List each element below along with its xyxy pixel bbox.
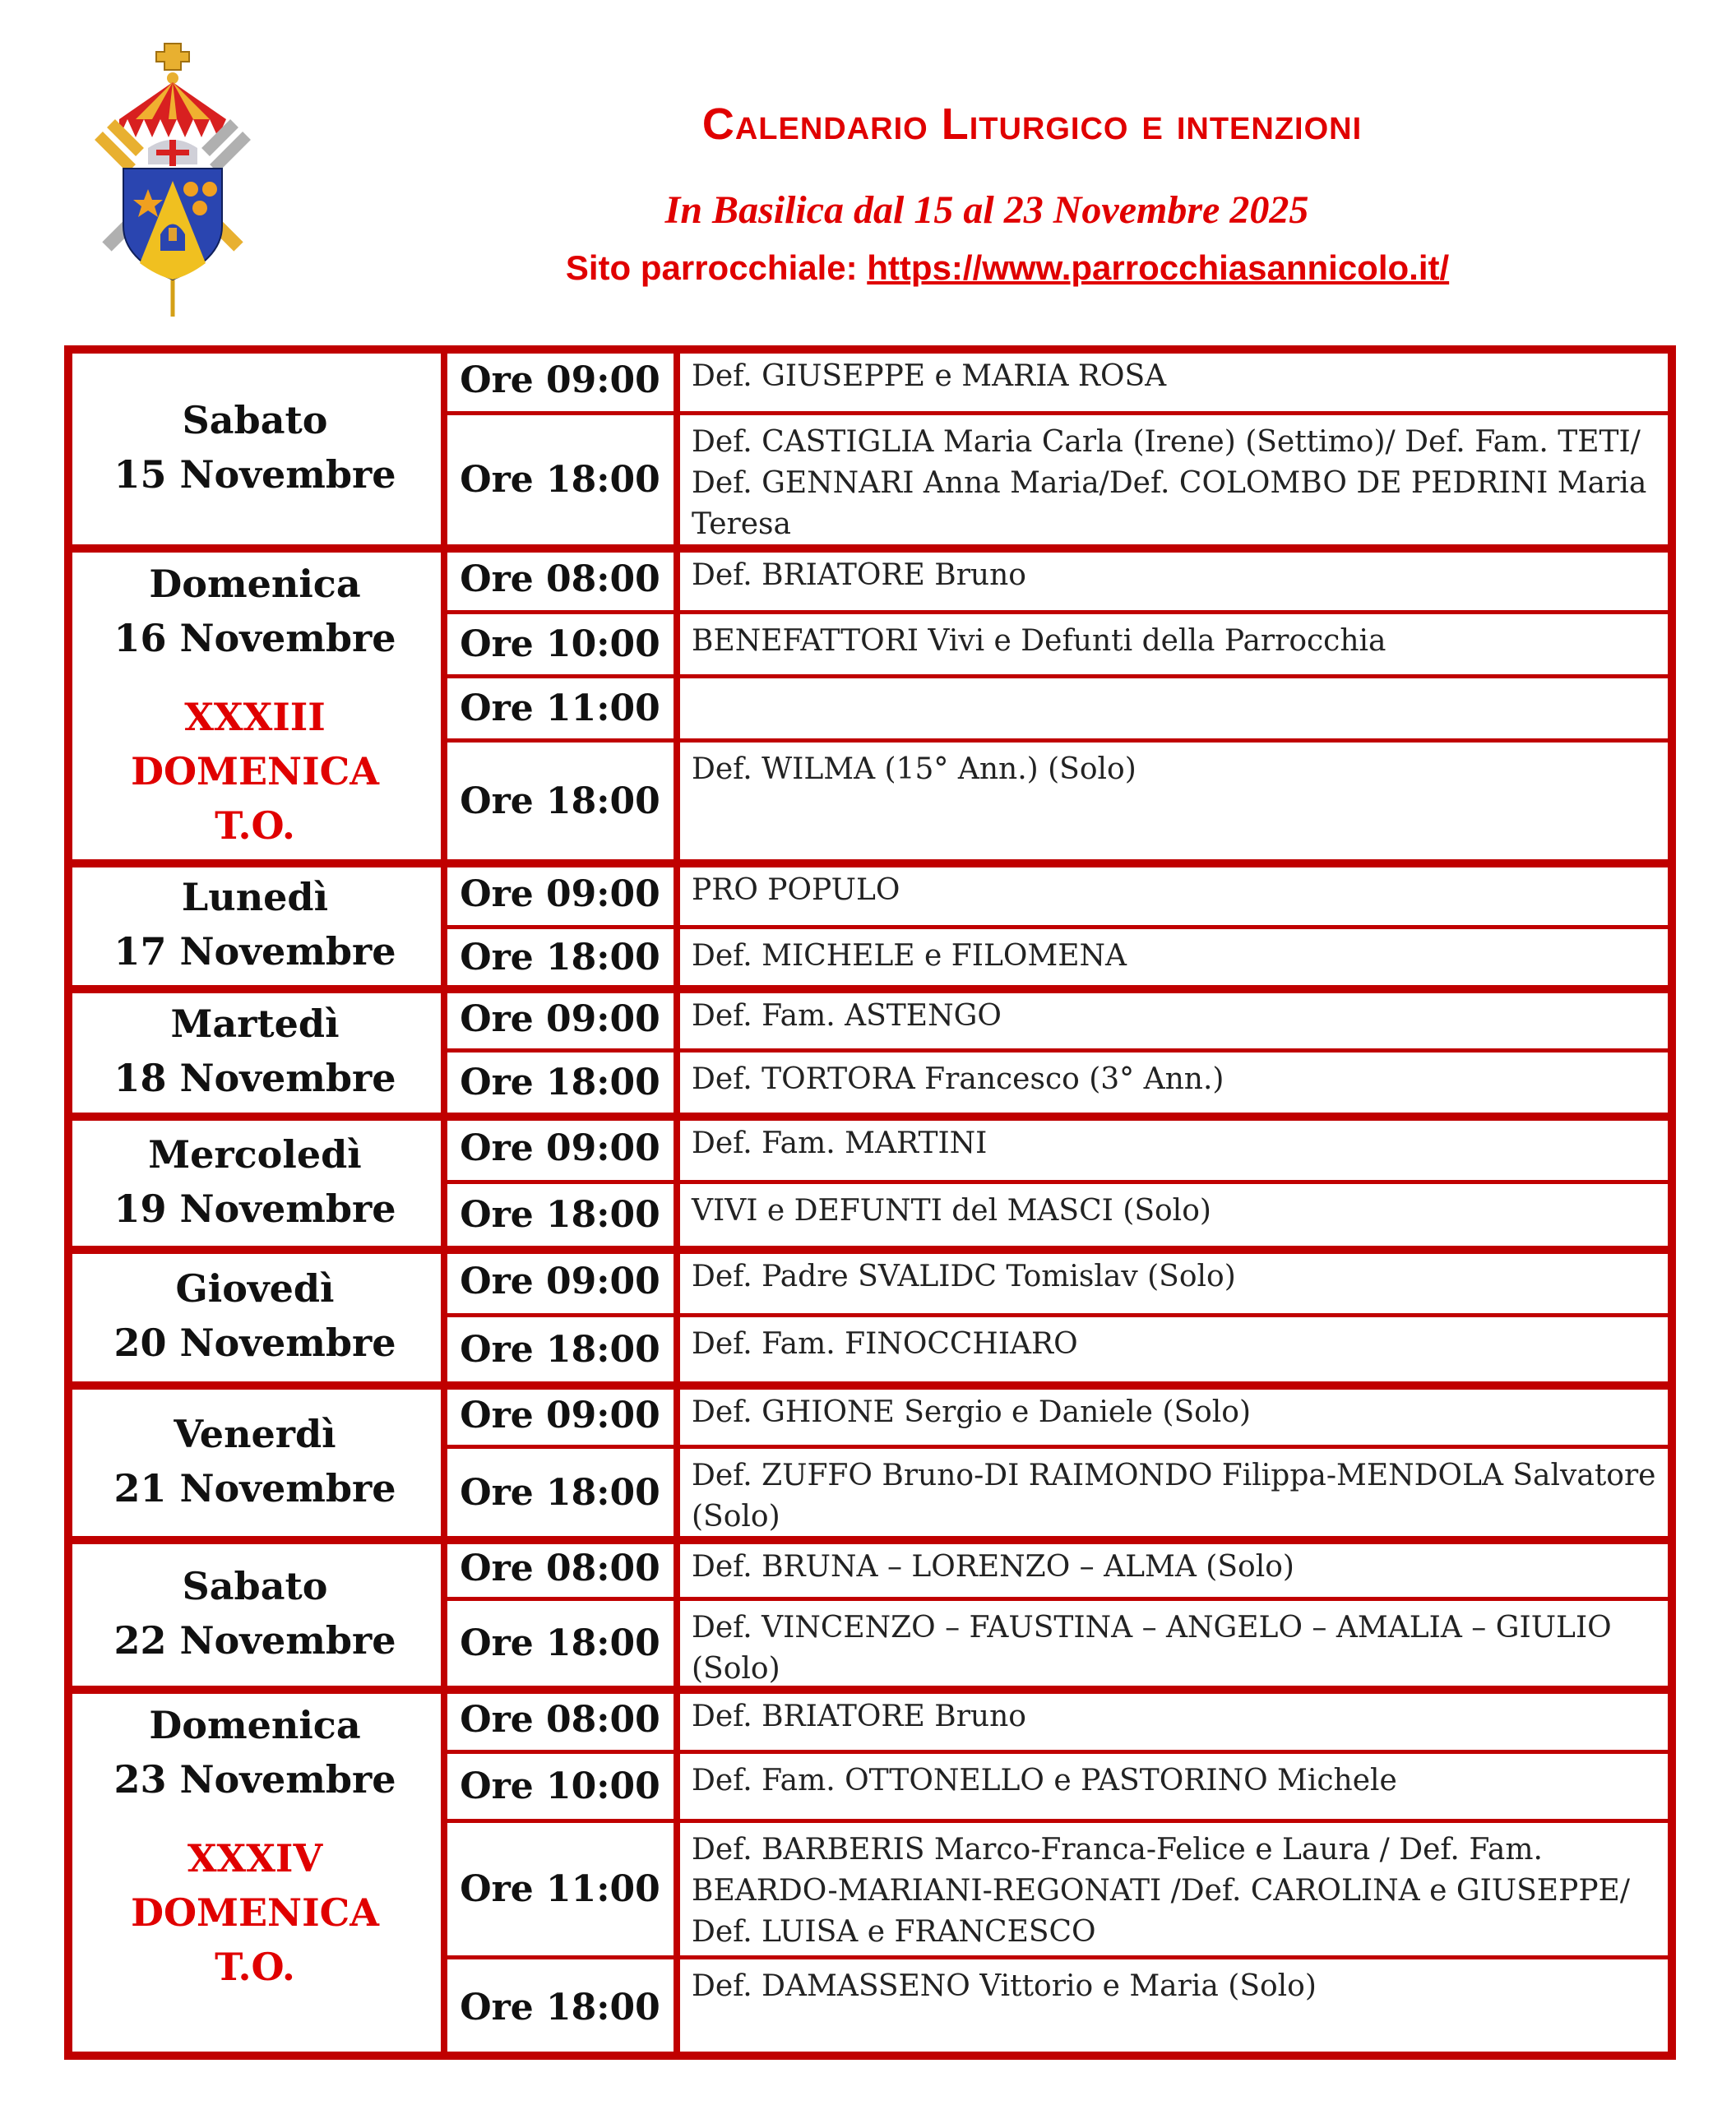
feast-line: DOMENICA (131, 1890, 379, 1935)
liturgical-feast (131, 690, 379, 853)
day-name: Domenica (149, 562, 361, 606)
mass-time: Ore 09:00 (442, 859, 678, 929)
mass-intention (674, 674, 1676, 743)
day-separator (64, 1536, 1676, 1544)
mass-time: Ore 08:00 (442, 1536, 678, 1601)
liturgical-feast (131, 1831, 379, 1994)
mass-time: Ore 18:00 (442, 1445, 678, 1540)
liturgical-calendar-table (64, 345, 1676, 2056)
mass-time: Ore 11:00 (442, 1819, 678, 1959)
page-subtitle: In Basilica dal 15 al 23 Novembre 2025 (664, 188, 1309, 232)
mass-time: Ore 09:00 (442, 345, 678, 415)
page-title: Calendario Liturgico e intenzioni (701, 99, 1363, 149)
mass-intention: Def. BRIATORE Bruno (674, 1686, 1676, 1754)
mass-time: Ore 18:00 (442, 1180, 678, 1250)
day-date: 23 Novembre (113, 1757, 396, 1802)
day-cell (64, 1536, 446, 1690)
mass-intention: Def. Fam. OTTONELLO e PASTORINO Michele (674, 1750, 1676, 1823)
parish-site-line (444, 248, 1571, 288)
mass-intention: Def. Fam. FINOCCHIARO (674, 1313, 1676, 1386)
mass-intention: Def. GIUSEPPE e MARIA ROSA (674, 345, 1676, 415)
table-side-border (1668, 345, 1676, 2060)
column-divider (441, 345, 447, 2060)
mass-intention: Def. TORTORA Francesco (3° Ann.) (674, 1048, 1676, 1117)
mass-time: Ore 08:00 (442, 544, 678, 614)
mass-time: Ore 09:00 (442, 1246, 678, 1317)
day-date: 15 Novembre (113, 451, 396, 497)
mass-intention: Def. Padre SVALIDC Tomislav (Solo) (674, 1246, 1676, 1317)
day-separator (64, 1113, 1676, 1121)
column-divider (674, 345, 680, 2060)
day-date: 18 Novembre (113, 1056, 396, 1100)
feast-line: T.O. (215, 1945, 295, 1989)
mass-intention: Def. GHIONE Sergio e Daniele (Solo) (674, 1381, 1676, 1449)
feast-line: DOMENICA (131, 749, 379, 793)
table-side-border (64, 345, 72, 2060)
mass-intention: Def. VINCENZO – FAUSTINA – ANGELO – AMALIA – GIULIO (Solo) (674, 1597, 1676, 1690)
day-name: Venerdì (174, 1411, 336, 1456)
day-cell (64, 1686, 446, 2060)
day-cell (64, 1246, 446, 1386)
feast-line: XXXIII (184, 695, 326, 739)
day-name: Lunedì (181, 875, 329, 919)
day-name: Mercoledì (148, 1131, 362, 1177)
mass-time: Ore 18:00 (442, 411, 678, 548)
day-name: Domenica (149, 1703, 361, 1747)
mass-intention: Def. Fam. ASTENGO (674, 985, 1676, 1052)
day-date: 21 Novembre (113, 1465, 396, 1511)
mass-intention: Def. CASTIGLIA Maria Carla (Irene) (Settimo)/ Def. Fam. TETI/ Def. GENNARI Anna Maria/Def. COLOMBO DE PEDRINI Maria Teresa (674, 411, 1676, 548)
day-date: 16 Novembre (113, 616, 396, 660)
coat-of-arms-icon (86, 37, 259, 321)
day-date: 20 Novembre (113, 1321, 396, 1365)
day-cell (64, 859, 446, 989)
mass-intention: Def. DAMASSENO Vittorio e Maria (Solo) (674, 1955, 1676, 2060)
mass-time: Ore 18:00 (442, 925, 678, 989)
mass-time: Ore 08:00 (442, 1686, 678, 1754)
day-date: 19 Novembre (113, 1186, 396, 1231)
day-name: Martedì (170, 1002, 340, 1046)
site-label: Sito parrocchiale: (565, 248, 868, 287)
day-name: Giovedì (175, 1266, 335, 1311)
mass-time: Ore 10:00 (442, 1750, 678, 1823)
day-date: 22 Novembre (113, 1617, 396, 1663)
mass-intention: Def. BARBERIS Marco-Franca-Felice e Laura / Def. Fam. BEARDO-MARIANI-REGONATI /Def. CAROLINA e GIUSEPPE/ Def. LUISA e FRANCESCO (674, 1819, 1676, 1959)
day-name: Sabato (182, 1563, 328, 1608)
mass-intention: Def. MICHELE e FILOMENA (674, 925, 1676, 989)
mass-time: Ore 11:00 (442, 674, 678, 743)
feast-line: XXXIV (187, 1836, 323, 1881)
feast-line: T.O. (215, 803, 295, 848)
day-name: Sabato (182, 397, 328, 442)
mass-time: Ore 18:00 (442, 1597, 678, 1690)
mass-time: Ore 09:00 (442, 1381, 678, 1449)
day-separator (64, 859, 1676, 867)
day-date: 17 Novembre (113, 929, 396, 974)
day-cell (64, 1113, 446, 1250)
mass-intention: VIVI e DEFUNTI del MASCI (Solo) (674, 1180, 1676, 1250)
mass-intention: BENEFATTORI Vivi e Defunti della Parrocchia (674, 610, 1676, 678)
mass-intention: Def. BRIATORE Bruno (674, 544, 1676, 614)
mass-time: Ore 09:00 (442, 1113, 678, 1184)
day-separator (64, 544, 1676, 553)
table-bottom-border (64, 2052, 1676, 2060)
mass-intention: Def. WILMA (15° Ann.) (Solo) (674, 738, 1676, 863)
mass-intention: PRO POPULO (674, 859, 1676, 929)
mass-time: Ore 09:00 (442, 985, 678, 1052)
day-separator (64, 985, 1676, 993)
mass-time: Ore 18:00 (442, 1955, 678, 2060)
mass-intention: Def. ZUFFO Bruno-DI RAIMONDO Filippa-MENDOLA Salvatore (Solo) (674, 1445, 1676, 1540)
mass-intention: Def. BRUNA – LORENZO – ALMA (Solo) (674, 1536, 1676, 1601)
mass-time: Ore 18:00 (442, 738, 678, 863)
day-cell (64, 985, 446, 1117)
day-cell (64, 544, 446, 863)
day-separator (64, 1246, 1676, 1254)
mass-time: Ore 10:00 (442, 610, 678, 678)
day-cell (64, 345, 446, 548)
day-separator (64, 345, 1676, 354)
mass-intention: Def. Fam. MARTINI (674, 1113, 1676, 1184)
day-cell (64, 1381, 446, 1540)
mass-time: Ore 18:00 (442, 1313, 678, 1386)
day-separator (64, 1381, 1676, 1390)
day-separator (64, 1686, 1676, 1694)
mass-time: Ore 18:00 (442, 1048, 678, 1117)
parish-site-link[interactable]: https://www.parrocchiasannicolo.it/ (867, 248, 1450, 287)
